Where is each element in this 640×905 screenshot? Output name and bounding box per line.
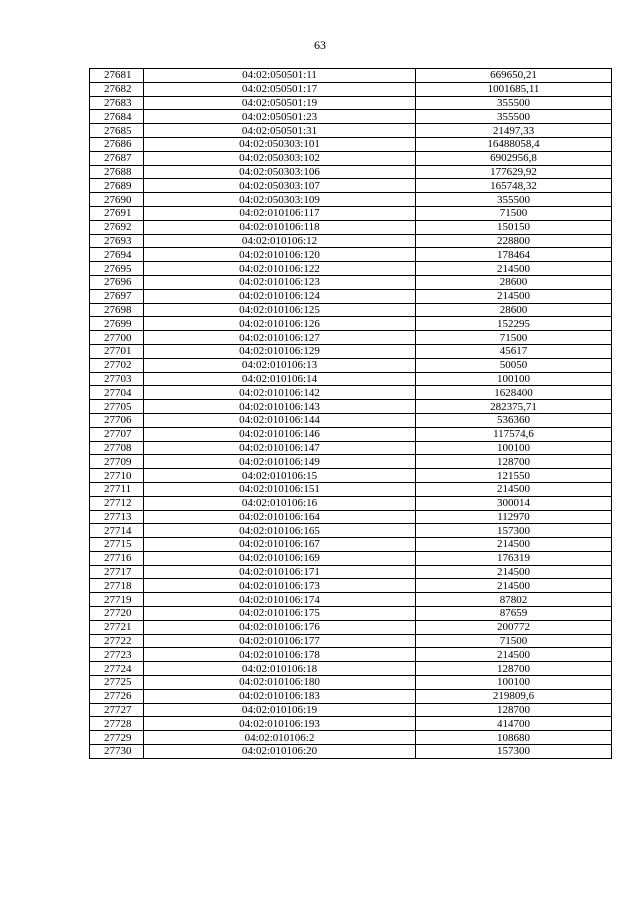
table-row bbox=[90, 137, 612, 151]
table-row bbox=[90, 400, 612, 414]
cadastral-value-cell: 355500 bbox=[416, 193, 612, 207]
row-number-cell: 27697 bbox=[90, 289, 144, 303]
row-number-cell: 27707 bbox=[90, 427, 144, 441]
cadastral-number-cell: 04:02:010106:118 bbox=[144, 220, 416, 234]
cadastral-number-cell: 04:02:010106:129 bbox=[144, 344, 416, 358]
table-row bbox=[90, 662, 612, 676]
row-number-cell: 27693 bbox=[90, 234, 144, 248]
cadastral-number-cell: 04:02:010106:13 bbox=[144, 358, 416, 372]
row-number-cell: 27727 bbox=[90, 703, 144, 717]
cadastral-value-cell: 100100 bbox=[416, 676, 612, 690]
cadastral-value-table bbox=[89, 68, 612, 759]
cadastral-number-cell: 04:02:010106:183 bbox=[144, 689, 416, 703]
cadastral-value-cell: 355500 bbox=[416, 110, 612, 124]
cadastral-value-cell: 214500 bbox=[416, 538, 612, 552]
cadastral-number-cell: 04:02:010106:169 bbox=[144, 551, 416, 565]
table-body bbox=[90, 69, 612, 759]
row-number-cell: 27715 bbox=[90, 538, 144, 552]
cadastral-number-cell: 04:02:010106:123 bbox=[144, 275, 416, 289]
cadastral-number-cell: 04:02:010106:171 bbox=[144, 565, 416, 579]
row-number-cell: 27706 bbox=[90, 413, 144, 427]
cadastral-number-cell: 04:02:010106:16 bbox=[144, 496, 416, 510]
cadastral-value-cell: 1001685,11 bbox=[416, 82, 612, 96]
cadastral-number-cell: 04:02:010106:122 bbox=[144, 262, 416, 276]
cadastral-value-cell: 128700 bbox=[416, 703, 612, 717]
table-row bbox=[90, 731, 612, 745]
cadastral-value-cell: 87802 bbox=[416, 593, 612, 607]
row-number-cell: 27728 bbox=[90, 717, 144, 731]
table-row bbox=[90, 648, 612, 662]
table-row bbox=[90, 441, 612, 455]
cadastral-number-cell: 04:02:010106:18 bbox=[144, 662, 416, 676]
table-row bbox=[90, 703, 612, 717]
table-row bbox=[90, 689, 612, 703]
cadastral-value-cell: 71500 bbox=[416, 634, 612, 648]
table-row bbox=[90, 82, 612, 96]
table-row bbox=[90, 538, 612, 552]
table-row bbox=[90, 579, 612, 593]
cadastral-value-cell: 1628400 bbox=[416, 386, 612, 400]
row-number-cell: 27700 bbox=[90, 331, 144, 345]
cadastral-value-cell: 214500 bbox=[416, 262, 612, 276]
cadastral-value-cell: 71500 bbox=[416, 331, 612, 345]
cadastral-value-cell: 50050 bbox=[416, 358, 612, 372]
cadastral-value-cell: 108680 bbox=[416, 731, 612, 745]
row-number-cell: 27686 bbox=[90, 137, 144, 151]
cadastral-value-cell: 228800 bbox=[416, 234, 612, 248]
row-number-cell: 27720 bbox=[90, 607, 144, 621]
cadastral-value-cell: 214500 bbox=[416, 648, 612, 662]
cadastral-number-cell: 04:02:010106:176 bbox=[144, 620, 416, 634]
table-row bbox=[90, 179, 612, 193]
table-row bbox=[90, 634, 612, 648]
cadastral-number-cell: 04:02:050501:11 bbox=[144, 69, 416, 83]
row-number-cell: 27703 bbox=[90, 372, 144, 386]
cadastral-number-cell: 04:02:010106:173 bbox=[144, 579, 416, 593]
cadastral-value-cell: 282375,71 bbox=[416, 400, 612, 414]
cadastral-value-cell: 178464 bbox=[416, 248, 612, 262]
table-row bbox=[90, 110, 612, 124]
cadastral-number-cell: 04:02:010106:193 bbox=[144, 717, 416, 731]
table-row bbox=[90, 496, 612, 510]
cadastral-value-cell: 157300 bbox=[416, 524, 612, 538]
table-row bbox=[90, 607, 612, 621]
cadastral-number-cell: 04:02:010106:151 bbox=[144, 482, 416, 496]
table-row bbox=[90, 524, 612, 538]
cadastral-number-cell: 04:02:050303:101 bbox=[144, 137, 416, 151]
cadastral-number-cell: 04:02:010106:117 bbox=[144, 206, 416, 220]
row-number-cell: 27716 bbox=[90, 551, 144, 565]
row-number-cell: 27681 bbox=[90, 69, 144, 83]
table-row bbox=[90, 745, 612, 759]
cadastral-number-cell: 04:02:010106:164 bbox=[144, 510, 416, 524]
row-number-cell: 27708 bbox=[90, 441, 144, 455]
table-row bbox=[90, 317, 612, 331]
row-number-cell: 27709 bbox=[90, 455, 144, 469]
cadastral-number-cell: 04:02:010106:126 bbox=[144, 317, 416, 331]
cadastral-value-cell: 214500 bbox=[416, 289, 612, 303]
row-number-cell: 27705 bbox=[90, 400, 144, 414]
cadastral-value-cell: 100100 bbox=[416, 372, 612, 386]
cadastral-value-cell: 214500 bbox=[416, 565, 612, 579]
table-row bbox=[90, 358, 612, 372]
table-row bbox=[90, 193, 612, 207]
cadastral-value-cell: 177629,92 bbox=[416, 165, 612, 179]
table-row bbox=[90, 69, 612, 83]
cadastral-number-cell: 04:02:050501:23 bbox=[144, 110, 416, 124]
table-row bbox=[90, 565, 612, 579]
cadastral-value-cell: 28600 bbox=[416, 303, 612, 317]
cadastral-number-cell: 04:02:010106:175 bbox=[144, 607, 416, 621]
cadastral-number-cell: 04:02:010106:174 bbox=[144, 593, 416, 607]
table-row bbox=[90, 234, 612, 248]
table-row bbox=[90, 289, 612, 303]
cadastral-value-cell: 214500 bbox=[416, 579, 612, 593]
cadastral-number-cell: 04:02:050501:17 bbox=[144, 82, 416, 96]
row-number-cell: 27683 bbox=[90, 96, 144, 110]
cadastral-value-cell: 121550 bbox=[416, 469, 612, 483]
row-number-cell: 27692 bbox=[90, 220, 144, 234]
cadastral-value-cell: 176319 bbox=[416, 551, 612, 565]
cadastral-number-cell: 04:02:010106:127 bbox=[144, 331, 416, 345]
page-number: 63 bbox=[314, 38, 326, 52]
row-number-cell: 27689 bbox=[90, 179, 144, 193]
cadastral-number-cell: 04:02:010106:15 bbox=[144, 469, 416, 483]
row-number-cell: 27684 bbox=[90, 110, 144, 124]
cadastral-number-cell: 04:02:010106:147 bbox=[144, 441, 416, 455]
cadastral-number-cell: 04:02:010106:12 bbox=[144, 234, 416, 248]
cadastral-value-cell: 117574,6 bbox=[416, 427, 612, 441]
row-number-cell: 27729 bbox=[90, 731, 144, 745]
cadastral-number-cell: 04:02:010106:143 bbox=[144, 400, 416, 414]
cadastral-number-cell: 04:02:050303:106 bbox=[144, 165, 416, 179]
table-row bbox=[90, 372, 612, 386]
cadastral-value-cell: 219809,6 bbox=[416, 689, 612, 703]
row-number-cell: 27695 bbox=[90, 262, 144, 276]
row-number-cell: 27699 bbox=[90, 317, 144, 331]
cadastral-number-cell: 04:02:010106:177 bbox=[144, 634, 416, 648]
table-row bbox=[90, 344, 612, 358]
table-row bbox=[90, 510, 612, 524]
row-number-cell: 27726 bbox=[90, 689, 144, 703]
table-row bbox=[90, 593, 612, 607]
cadastral-number-cell: 04:02:010106:142 bbox=[144, 386, 416, 400]
row-number-cell: 27685 bbox=[90, 124, 144, 138]
cadastral-number-cell: 04:02:010106:2 bbox=[144, 731, 416, 745]
table-row bbox=[90, 551, 612, 565]
row-number-cell: 27712 bbox=[90, 496, 144, 510]
row-number-cell: 27719 bbox=[90, 593, 144, 607]
row-number-cell: 27722 bbox=[90, 634, 144, 648]
row-number-cell: 27725 bbox=[90, 676, 144, 690]
row-number-cell: 27724 bbox=[90, 662, 144, 676]
cadastral-number-cell: 04:02:010106:125 bbox=[144, 303, 416, 317]
table-row bbox=[90, 303, 612, 317]
table-row bbox=[90, 96, 612, 110]
row-number-cell: 27721 bbox=[90, 620, 144, 634]
cadastral-number-cell: 04:02:050303:107 bbox=[144, 179, 416, 193]
table-row bbox=[90, 331, 612, 345]
table-row bbox=[90, 248, 612, 262]
row-number-cell: 27730 bbox=[90, 745, 144, 759]
cadastral-value-cell: 16488058,4 bbox=[416, 137, 612, 151]
row-number-cell: 27711 bbox=[90, 482, 144, 496]
cadastral-number-cell: 04:02:010106:144 bbox=[144, 413, 416, 427]
cadastral-value-cell: 45617 bbox=[416, 344, 612, 358]
cadastral-number-cell: 04:02:010106:14 bbox=[144, 372, 416, 386]
cadastral-value-cell: 157300 bbox=[416, 745, 612, 759]
table-row bbox=[90, 262, 612, 276]
cadastral-number-cell: 04:02:010106:120 bbox=[144, 248, 416, 262]
table-row bbox=[90, 482, 612, 496]
row-number-cell: 27723 bbox=[90, 648, 144, 662]
row-number-cell: 27696 bbox=[90, 275, 144, 289]
cadastral-number-cell: 04:02:010106:180 bbox=[144, 676, 416, 690]
cadastral-number-cell: 04:02:050501:31 bbox=[144, 124, 416, 138]
cadastral-value-cell: 165748,32 bbox=[416, 179, 612, 193]
cadastral-number-cell: 04:02:010106:124 bbox=[144, 289, 416, 303]
row-number-cell: 27717 bbox=[90, 565, 144, 579]
table-row bbox=[90, 124, 612, 138]
row-number-cell: 27710 bbox=[90, 469, 144, 483]
cadastral-value-cell: 112970 bbox=[416, 510, 612, 524]
row-number-cell: 27698 bbox=[90, 303, 144, 317]
row-number-cell: 27702 bbox=[90, 358, 144, 372]
table-row bbox=[90, 220, 612, 234]
cadastral-value-cell: 100100 bbox=[416, 441, 612, 455]
cadastral-number-cell: 04:02:010106:178 bbox=[144, 648, 416, 662]
cadastral-value-cell: 128700 bbox=[416, 455, 612, 469]
cadastral-number-cell: 04:02:050303:102 bbox=[144, 151, 416, 165]
cadastral-number-cell: 04:02:050303:109 bbox=[144, 193, 416, 207]
cadastral-value-cell: 152295 bbox=[416, 317, 612, 331]
cadastral-value-cell: 71500 bbox=[416, 206, 612, 220]
table-row bbox=[90, 455, 612, 469]
cadastral-number-cell: 04:02:010106:149 bbox=[144, 455, 416, 469]
cadastral-value-cell: 87659 bbox=[416, 607, 612, 621]
cadastral-value-cell: 355500 bbox=[416, 96, 612, 110]
cadastral-number-cell: 04:02:010106:165 bbox=[144, 524, 416, 538]
table-row bbox=[90, 469, 612, 483]
table-row bbox=[90, 427, 612, 441]
cadastral-value-cell: 300014 bbox=[416, 496, 612, 510]
cadastral-value-cell: 28600 bbox=[416, 275, 612, 289]
table-row bbox=[90, 413, 612, 427]
row-number-cell: 27704 bbox=[90, 386, 144, 400]
row-number-cell: 27694 bbox=[90, 248, 144, 262]
cadastral-value-cell: 128700 bbox=[416, 662, 612, 676]
table-row bbox=[90, 151, 612, 165]
cadastral-value-cell: 536360 bbox=[416, 413, 612, 427]
cadastral-number-cell: 04:02:010106:146 bbox=[144, 427, 416, 441]
table-row bbox=[90, 206, 612, 220]
row-number-cell: 27688 bbox=[90, 165, 144, 179]
cadastral-value-cell: 200772 bbox=[416, 620, 612, 634]
table-row bbox=[90, 620, 612, 634]
cadastral-number-cell: 04:02:010106:20 bbox=[144, 745, 416, 759]
cadastral-value-cell: 21497,33 bbox=[416, 124, 612, 138]
table-row bbox=[90, 676, 612, 690]
row-number-cell: 27682 bbox=[90, 82, 144, 96]
cadastral-value-cell: 669650,21 bbox=[416, 69, 612, 83]
row-number-cell: 27714 bbox=[90, 524, 144, 538]
cadastral-number-cell: 04:02:010106:167 bbox=[144, 538, 416, 552]
row-number-cell: 27691 bbox=[90, 206, 144, 220]
cadastral-number-cell: 04:02:050501:19 bbox=[144, 96, 416, 110]
cadastral-value-cell: 414700 bbox=[416, 717, 612, 731]
row-number-cell: 27690 bbox=[90, 193, 144, 207]
row-number-cell: 27687 bbox=[90, 151, 144, 165]
table-row bbox=[90, 275, 612, 289]
table-row bbox=[90, 165, 612, 179]
row-number-cell: 27718 bbox=[90, 579, 144, 593]
row-number-cell: 27701 bbox=[90, 344, 144, 358]
cadastral-number-cell: 04:02:010106:19 bbox=[144, 703, 416, 717]
table-row bbox=[90, 717, 612, 731]
cadastral-value-cell: 150150 bbox=[416, 220, 612, 234]
cadastral-value-cell: 214500 bbox=[416, 482, 612, 496]
row-number-cell: 27713 bbox=[90, 510, 144, 524]
table-row bbox=[90, 386, 612, 400]
cadastral-value-cell: 6902956,8 bbox=[416, 151, 612, 165]
